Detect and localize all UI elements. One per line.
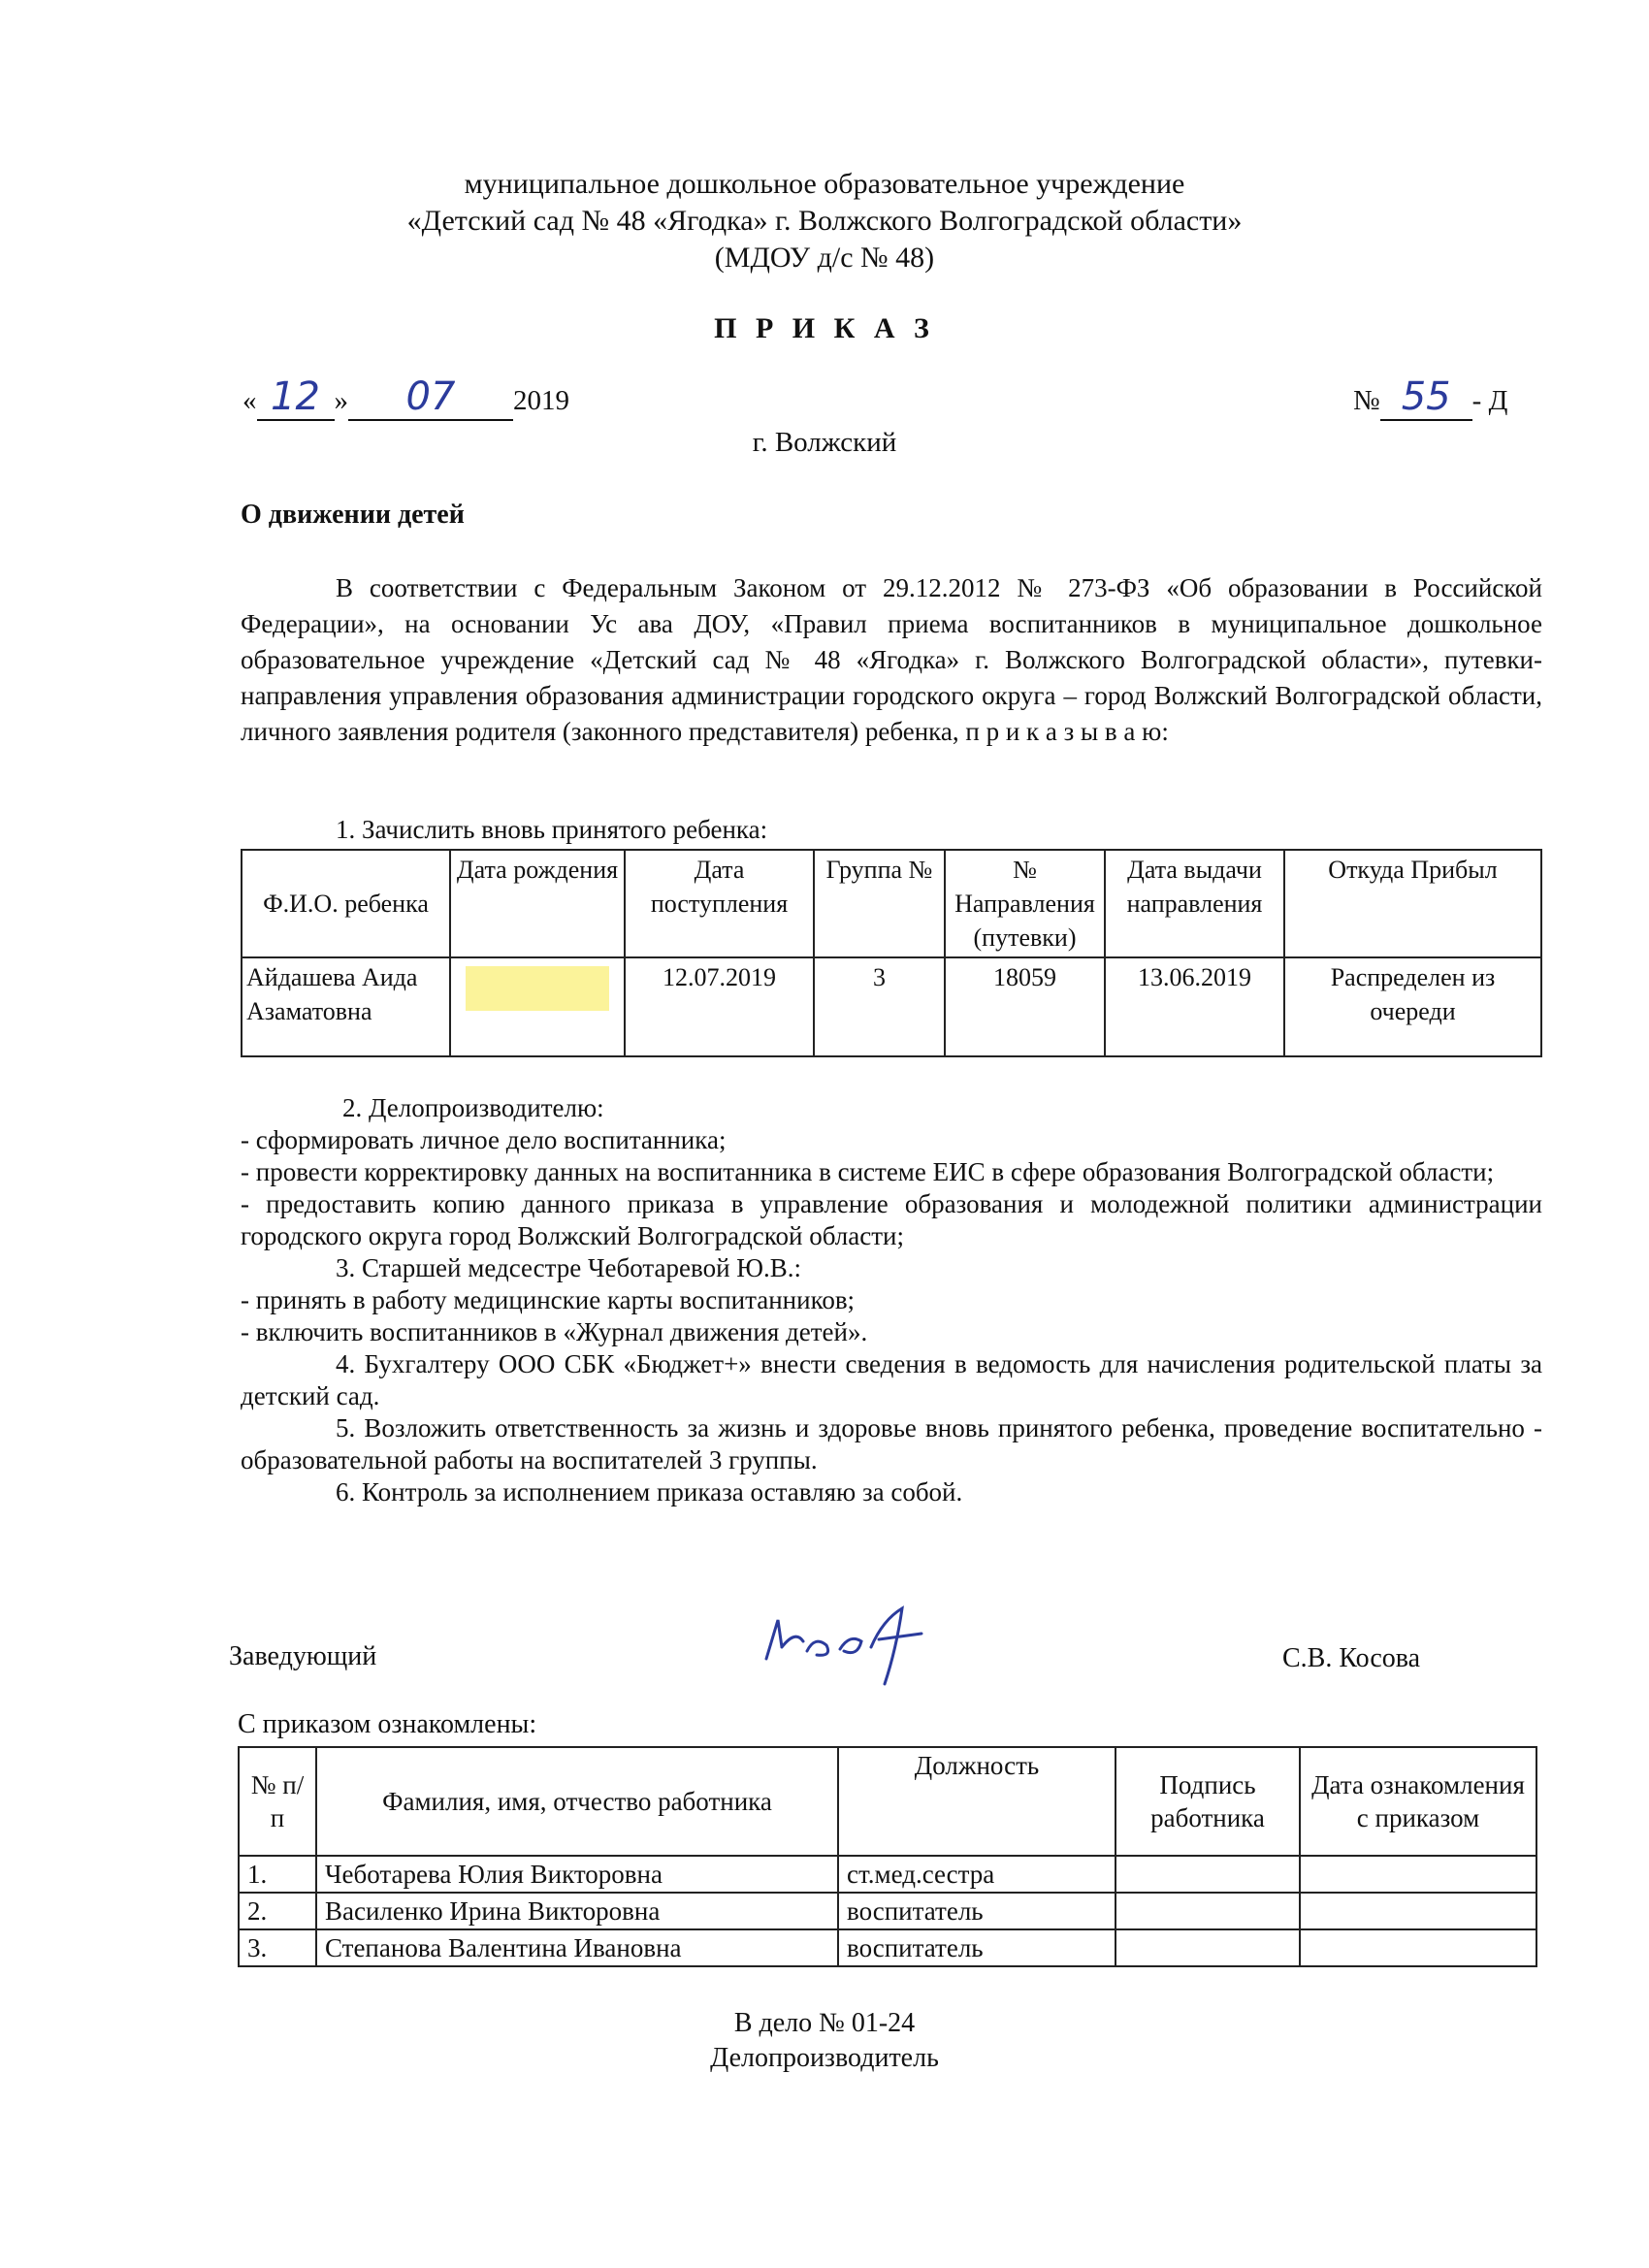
- list-item: 4. Бухгалтеру ООО СБК «Бюджет+» внести сведения в ведомость для начисления родительской платы за детский сад.: [241, 1349, 1542, 1410]
- staff-table: [238, 1746, 1537, 1967]
- child-admission: 12.07.2019: [625, 957, 814, 1056]
- order-number: № 55 - Д: [1353, 374, 1508, 419]
- org-name-line1: муниципальное дошкольное образовательное учреждение: [464, 168, 1185, 200]
- list-item: 3. Старшей медсестре Чеботаревой Ю.В.:: [336, 1253, 802, 1282]
- clerk-label: Делопроизводитель: [710, 2043, 939, 2073]
- children-table: [241, 849, 1542, 1057]
- row-position: воспитатель: [838, 1893, 1116, 1929]
- row-name: Василенко Ирина Викторовна: [316, 1893, 838, 1929]
- row-num: 1.: [239, 1856, 316, 1893]
- org-name-line2: «Детский сад № 48 «Ягодка» г. Волжского Волгоградской области»: [406, 205, 1243, 237]
- row-date: [1300, 1856, 1536, 1893]
- row-name: Степанова Валентина Ивановна: [316, 1929, 838, 1966]
- col-birth: Дата рождения: [450, 850, 625, 957]
- col-date: Дата ознакомления с приказом: [1300, 1747, 1536, 1856]
- signer-name: С.В. Косова: [1282, 1643, 1421, 1673]
- child-referral-date: 13.06.2019: [1105, 957, 1284, 1056]
- child-group: 3: [814, 957, 945, 1056]
- table-row: [242, 957, 1541, 1056]
- col-admission: Дата поступления: [625, 850, 814, 957]
- acquainted-label: С приказом ознакомлены:: [238, 1709, 537, 1739]
- table-row: [239, 1856, 1536, 1893]
- staff-table-header: [239, 1747, 1536, 1856]
- row-signature: [1116, 1929, 1300, 1966]
- table-row: [239, 1929, 1536, 1966]
- col-staff-name: Фамилия, имя, отчество работника: [316, 1747, 838, 1856]
- list-item: - предоставить копию данного приказа в управление образования и молодежной политики администрации городского округа город Волжский Волгоградской области;: [241, 1189, 1542, 1250]
- child-referral-no: 18059: [945, 957, 1105, 1056]
- list-item: 2. Делопроизводителю:: [342, 1093, 604, 1122]
- intro-paragraph: В соответствии с Федеральным Законом от 29.12.2012 № 273-ФЗ «Об образовании в Российской Федерации», на основании Ус ава ДОУ, «Правил приема воспитанников в муниципальное дошкольное образовательное учреждение «Детский сад № 48 «Ягодка» г. Волжского Волгоградской области», путевки-направления управления образования администрации городского округа – город Волжский Волгоградской области, личного заявления родителя (законного представителя) ребенка, п р и к а з ы в а ю:: [241, 573, 1542, 746]
- list-item: 6. Контроль за исполнением приказа оставляю за собой.: [336, 1477, 963, 1507]
- child-birth-redacted: [450, 957, 625, 1056]
- handwritten-signature: [757, 1601, 941, 1688]
- col-num: № п/п: [239, 1747, 316, 1856]
- row-signature: [1116, 1856, 1300, 1893]
- list-item: - принять в работу медицинские карты воспитанников;: [241, 1285, 856, 1314]
- list-item: - сформировать личное дело воспитанника;: [241, 1125, 727, 1154]
- item-1-heading: 1. Зачислить вновь принятого ребенка:: [336, 815, 768, 844]
- col-referral-no: № Направления (путевки): [945, 850, 1105, 957]
- date-year: 2019: [513, 385, 569, 416]
- file-reference: В дело № 01-24: [733, 2008, 916, 2038]
- row-date: [1300, 1929, 1536, 1966]
- list-item: - провести корректировку данных на воспитанника в системе ЕИС в сфере образования Волгоградской области;: [241, 1157, 1495, 1186]
- order-items: [241, 1092, 1542, 1508]
- number-value: 55: [1401, 374, 1451, 419]
- city: г. Волжский: [752, 427, 897, 458]
- col-signature: Подпись работника: [1116, 1747, 1300, 1856]
- list-item: - включить воспитанников в «Журнал движения детей».: [241, 1317, 868, 1346]
- row-num: 3.: [239, 1929, 316, 1966]
- col-fio: Ф.И.О. ребенка: [242, 850, 450, 957]
- row-position: ст.мед.сестра: [838, 1856, 1116, 1893]
- signer-position: Заведующий: [229, 1641, 377, 1671]
- col-position: Должность: [838, 1747, 1116, 1856]
- row-name: Чеботарева Юлия Викторовна: [316, 1856, 838, 1893]
- child-name: Айдашева Аида Азаматовна: [242, 957, 450, 1056]
- row-num: 2.: [239, 1893, 316, 1929]
- list-item: 5. Возложить ответственность за жизнь и здоровье вновь принятого ребенка, проведение воспитательно - образовательной работы на воспитателей 3 группы.: [241, 1413, 1542, 1474]
- order-subject: О движении детей: [241, 500, 465, 530]
- row-date: [1300, 1893, 1536, 1929]
- date-day: 12: [271, 374, 320, 419]
- redaction-highlight: [466, 966, 609, 1011]
- child-from: Распределен из очереди: [1284, 957, 1541, 1056]
- date-month: 07: [405, 374, 456, 419]
- children-table-header: [242, 850, 1541, 957]
- col-group: Группа №: [814, 850, 945, 957]
- order-date: « 12 » 07 2019: [242, 374, 569, 419]
- table-row: [239, 1893, 1536, 1929]
- col-from: Откуда Прибыл: [1284, 850, 1541, 957]
- org-name-line3: (МДОУ д/с № 48): [714, 242, 935, 274]
- row-position: воспитатель: [838, 1929, 1116, 1966]
- document-title: П Р И К А З: [714, 312, 935, 344]
- col-referral-date: Дата выдачи направления: [1105, 850, 1284, 957]
- row-signature: [1116, 1893, 1300, 1929]
